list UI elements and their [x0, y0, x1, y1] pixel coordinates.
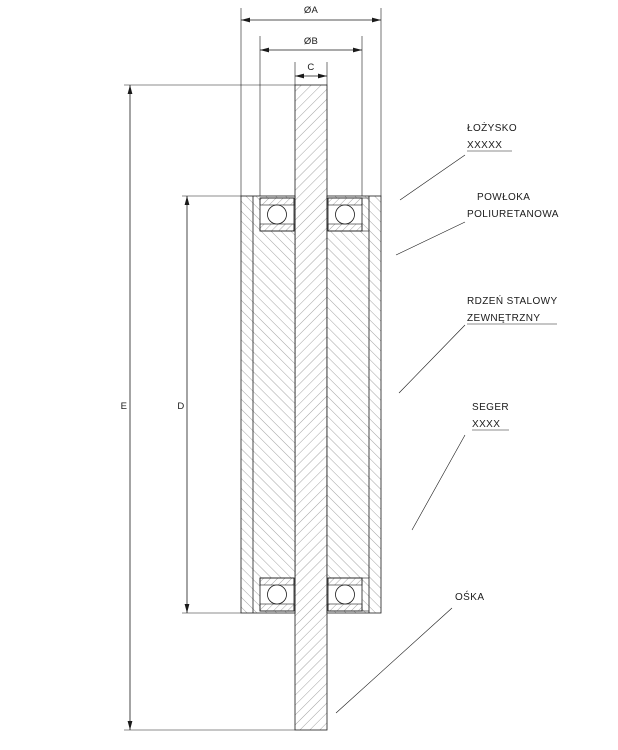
wheel-cross-section-body [241, 85, 381, 730]
callout-rdzen-line-0: RDZEŃ STALOWY [467, 296, 558, 307]
dimension-c-label: C [307, 62, 315, 73]
dimension-e-label: E [120, 401, 128, 412]
bearing-bottom-right [328, 578, 362, 611]
callout-oska [455, 590, 484, 603]
dimension-ob-label: ØB [303, 36, 319, 47]
callout-seger [472, 402, 509, 430]
right-core-block [327, 196, 381, 613]
leader-seger [412, 435, 465, 530]
dimension-c [295, 62, 327, 85]
leader-rdzen [399, 325, 465, 393]
callout-lozysko [467, 121, 517, 151]
dimension-d [177, 196, 241, 613]
left-core-block [241, 196, 295, 613]
callout-powloka [467, 192, 559, 220]
callout-lozysko-line-0: ŁOŻYSKO [467, 123, 518, 134]
leader-oska [336, 608, 452, 713]
bearing-top-right [328, 198, 362, 231]
callout-powloka-line-1: POLIURETANOWA [467, 209, 559, 220]
dimension-oa-label: ØA [303, 5, 319, 16]
leader-lozysko [400, 155, 465, 200]
callout-oska-line-0: OŚKA [455, 592, 485, 603]
leader-powloka [396, 222, 465, 255]
callout-rdzen [467, 294, 558, 324]
axle-part [295, 85, 327, 730]
callout-seger-line-1: XXXX [472, 419, 501, 430]
dimension-d-label: D [177, 401, 185, 412]
bearing-top-left [260, 198, 294, 231]
callout-lozysko-line-1: XXXXX [467, 140, 503, 151]
callout-powloka-line-0: POWŁOKA [477, 192, 531, 203]
callout-seger-line-0: SEGER [472, 402, 510, 413]
callout-rdzen-line-1: ZEWNĘTRZNY [467, 313, 541, 324]
bearing-bottom-left [260, 578, 294, 611]
